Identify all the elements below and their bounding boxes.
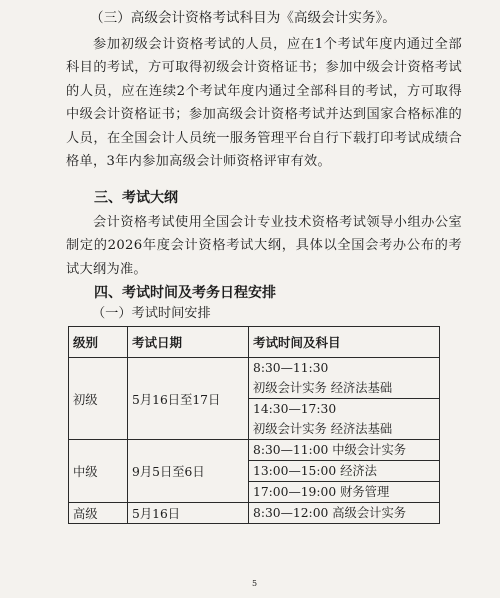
session-cell: 17:00—19:00 财务管理 xyxy=(249,482,440,503)
session-cell: 初级会计实务 经济法基础 xyxy=(249,378,440,399)
session-cell: 8:30—11:00 中级会计实务 xyxy=(249,440,440,461)
exam-schedule-table xyxy=(68,326,440,524)
sub1-title: （一）考试时间安排 xyxy=(92,306,211,321)
section3-title: 三、考试大纲 xyxy=(94,190,178,206)
level-cell: 高级 xyxy=(69,503,128,524)
session-cell: 14:30—17:30 xyxy=(249,399,440,420)
date-cell: 5月16日 xyxy=(128,503,249,524)
item3-heading: （三）高级会计资格考试科目为《高级会计实务》。 xyxy=(90,10,396,26)
date-cell: 9月5日至6日 xyxy=(128,440,249,503)
header-level: 级别 xyxy=(69,327,128,358)
session-cell: 初级会计实务 经济法基础 xyxy=(249,419,440,440)
table-header-row xyxy=(69,327,440,358)
session-cell: 8:30—11:30 xyxy=(249,358,440,379)
paragraph-outline: 会计资格考试使用全国会计专业技术资格考试领导小组办公室制定的2026年度会计资格考试大纲，具体以全国会考办公布的考试大纲为准。 xyxy=(66,215,462,277)
table-row xyxy=(69,503,440,524)
paragraph-subjects: 参加初级会计资格考试的人员，应在1个考试年度内通过全部科目的考试，方可取得初级会计资格证书；参加中级会计资格考试的人员，应在连续2个考试年度内通过全部科目的考试，方可取得中级会计资格证书；参加高级会计资格考试并达到国家合格标准的人员，在全国会计人员统一服务管理平台自行下载打印考试成绩合格单，3年内参加高级会计师资格评审有效。 xyxy=(66,37,462,170)
level-cell: 中级 xyxy=(69,440,128,503)
level-cell: 初级 xyxy=(69,358,128,440)
table-row xyxy=(69,440,440,461)
session-cell: 8:30—12:00 高级会计实务 xyxy=(249,503,440,524)
header-time-subject: 考试时间及科目 xyxy=(249,327,440,358)
date-cell: 5月16日至17日 xyxy=(128,358,249,440)
header-date: 考试日期 xyxy=(128,327,249,358)
session-cell: 13:00—15:00 经济法 xyxy=(249,461,440,482)
table-row xyxy=(69,358,440,379)
page-number: 5 xyxy=(252,579,258,588)
section4-title: 四、考试时间及考务日程安排 xyxy=(94,285,276,301)
